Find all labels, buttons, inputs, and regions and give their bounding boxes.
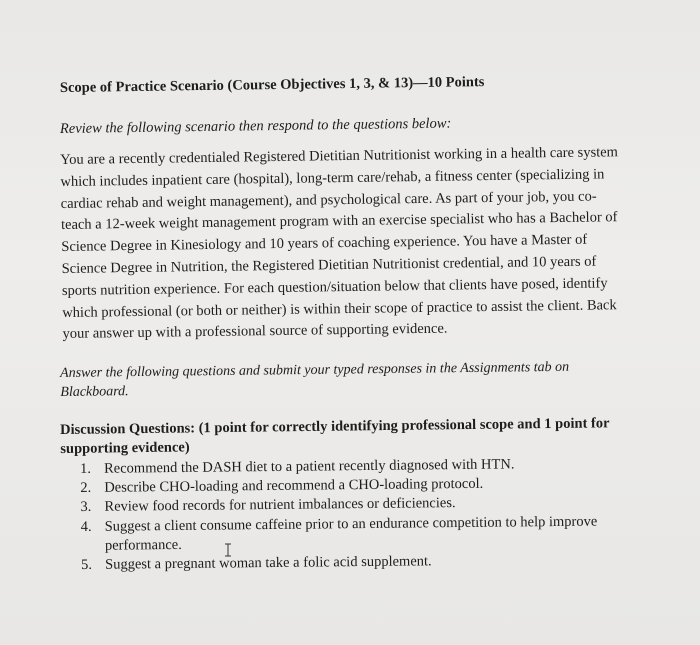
list-item — [81, 512, 598, 556]
question-text: Review food records for nutrient imbalances or deficiencies. — [104, 495, 456, 516]
scenario-paragraph — [60, 142, 663, 347]
discussion-heading — [60, 414, 610, 459]
question-text: Suggest a client consume caffeine prior to an endurance competition to help improve — [104, 513, 598, 535]
scenario-line: sports nutrition experience. For each question/situation below that clients have posed, identify — [61, 275, 608, 299]
question-number: 2. — [80, 480, 92, 497]
scenario-line: You are a recently credentialed Registered Dietitian Nutritionist working in a health care system — [60, 144, 619, 168]
question-text: Suggest a pregnant woman take a folic acid supplement. — [105, 553, 432, 573]
discussion-line: supporting evidence) — [60, 439, 190, 457]
scenario-line: Science Degree in Nutrition, the Registered Dietitian Nutritionist credential, and 10 years of — [61, 253, 597, 277]
document-title: Scope of Practice Scenario (Course Objectives 1, 3, & 13)—10 Points — [59, 74, 485, 96]
question-text: Describe CHO-loading and recommend a CHO-loading protocol. — [104, 475, 484, 496]
scenario-line: cardiac rehab and weight management), and psychological care. As part of your job, you co- — [60, 188, 597, 212]
question-list — [80, 455, 598, 576]
instruction-text: Review the following scenario then respond to the questions below: — [59, 115, 452, 137]
scenario-line: Science Degree in Kinesiology and 10 years of coaching experience. You have a Master of — [61, 231, 588, 256]
discussion-line: Discussion Questions: (1 point for correctly identifying professional scope and 1 point for — [60, 415, 610, 438]
answer-line: Answer the following questions and submit your typed responses in the Assignments tab on — [60, 359, 570, 381]
scenario-line: your answer up with a professional source of supporting evidence. — [62, 320, 448, 343]
question-text: Recommend the DASH diet to a patient recently diagnosed with HTN. — [104, 456, 515, 477]
list-item — [81, 551, 598, 576]
scenario-line: which includes inpatient care (hospital), long-term care/rehab, a fitness center (specializing in — [60, 166, 605, 190]
text-cursor-icon — [224, 543, 232, 557]
question-number: 4. — [80, 518, 92, 535]
question-number: 3. — [80, 499, 92, 516]
question-number: 1. — [80, 460, 92, 477]
scenario-line: teach a 12-week weight management program with an exercise specialist who has a Bachelor of — [60, 209, 618, 234]
answer-instructions — [60, 358, 569, 402]
scenario-line: which professional (or both or neither) is within their scope of practice to assist the client. Back — [62, 296, 617, 321]
answer-line: Blackboard. — [60, 384, 129, 400]
question-number: 5. — [81, 556, 93, 574]
question-text-continued: performance. — [104, 536, 182, 554]
